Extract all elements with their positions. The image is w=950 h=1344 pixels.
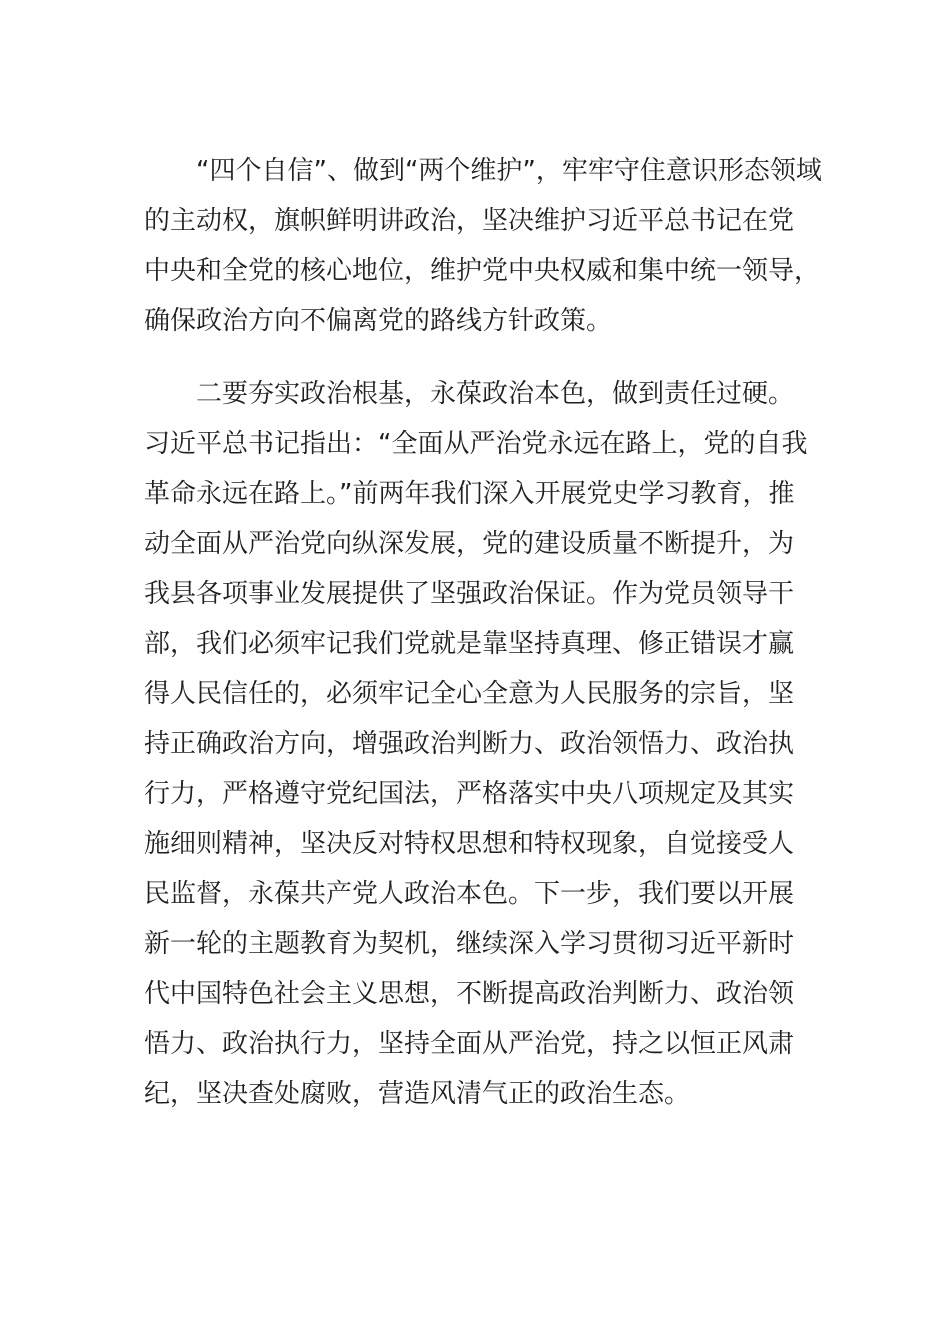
paragraph-line: 纪，坚决查处腐败，营造风清气正的政治生态。 xyxy=(144,1079,691,1109)
paragraph-line: 民监督，永葆共产党人政治本色。下一步，我们要以开展 xyxy=(144,879,795,909)
paragraph-line: 革命永远在路上。”前两年我们深入开展党史学习教育，推 xyxy=(144,479,795,509)
paragraph-line: 中央和全党的核心地位，维护党中央权威和集中统一领导， xyxy=(144,256,821,286)
paragraph-line: 行力，严格遵守党纪国法，严格落实中央八项规定及其实 xyxy=(144,779,795,809)
paragraph-line: 的主动权，旗帜鲜明讲政治，坚决维护习近平总书记在党 xyxy=(144,206,795,236)
paragraph-line: 悟力、政治执行力，坚持全面从严治党，持之以恒正风肃 xyxy=(144,1029,795,1059)
paragraph-line: 施细则精神，坚决反对特权思想和特权现象，自觉接受人 xyxy=(144,829,795,859)
paragraph-line: 新一轮的主题教育为契机，继续深入学习贯彻习近平新时 xyxy=(144,929,795,959)
paragraph-line: 持正确政治方向，增强政治判断力、政治领悟力、政治执 xyxy=(144,729,795,759)
paragraph-1 xyxy=(144,146,822,346)
paragraph-line: 二要夯实政治根基，永葆政治本色，做到责任过硬。 xyxy=(196,379,795,409)
paragraph-line: 我县各项事业发展提供了坚强政治保证。作为党员领导干 xyxy=(144,579,795,609)
paragraph-line: “四个自信”、做到“两个维护”，牢牢守住意识形态领域 xyxy=(196,156,822,186)
paragraph-line: 代中国特色社会主义思想，不断提高政治判断力、政治领 xyxy=(144,979,795,1009)
paragraph-line: 动全面从严治党向纵深发展，党的建设质量不断提升，为 xyxy=(144,529,795,559)
paragraph-line: 确保政治方向不偏离党的路线方针政策。 xyxy=(144,306,613,336)
paragraph-line: 部，我们必须牢记我们党就是靠坚持真理、修正错误才赢 xyxy=(144,629,795,659)
paragraph-line: 习近平总书记指出：“全面从严治党永远在路上，党的自我 xyxy=(144,429,808,459)
paragraph-line: 得人民信任的，必须牢记全心全意为人民服务的宗旨，坚 xyxy=(144,679,795,709)
paragraph-2 xyxy=(144,369,810,1119)
